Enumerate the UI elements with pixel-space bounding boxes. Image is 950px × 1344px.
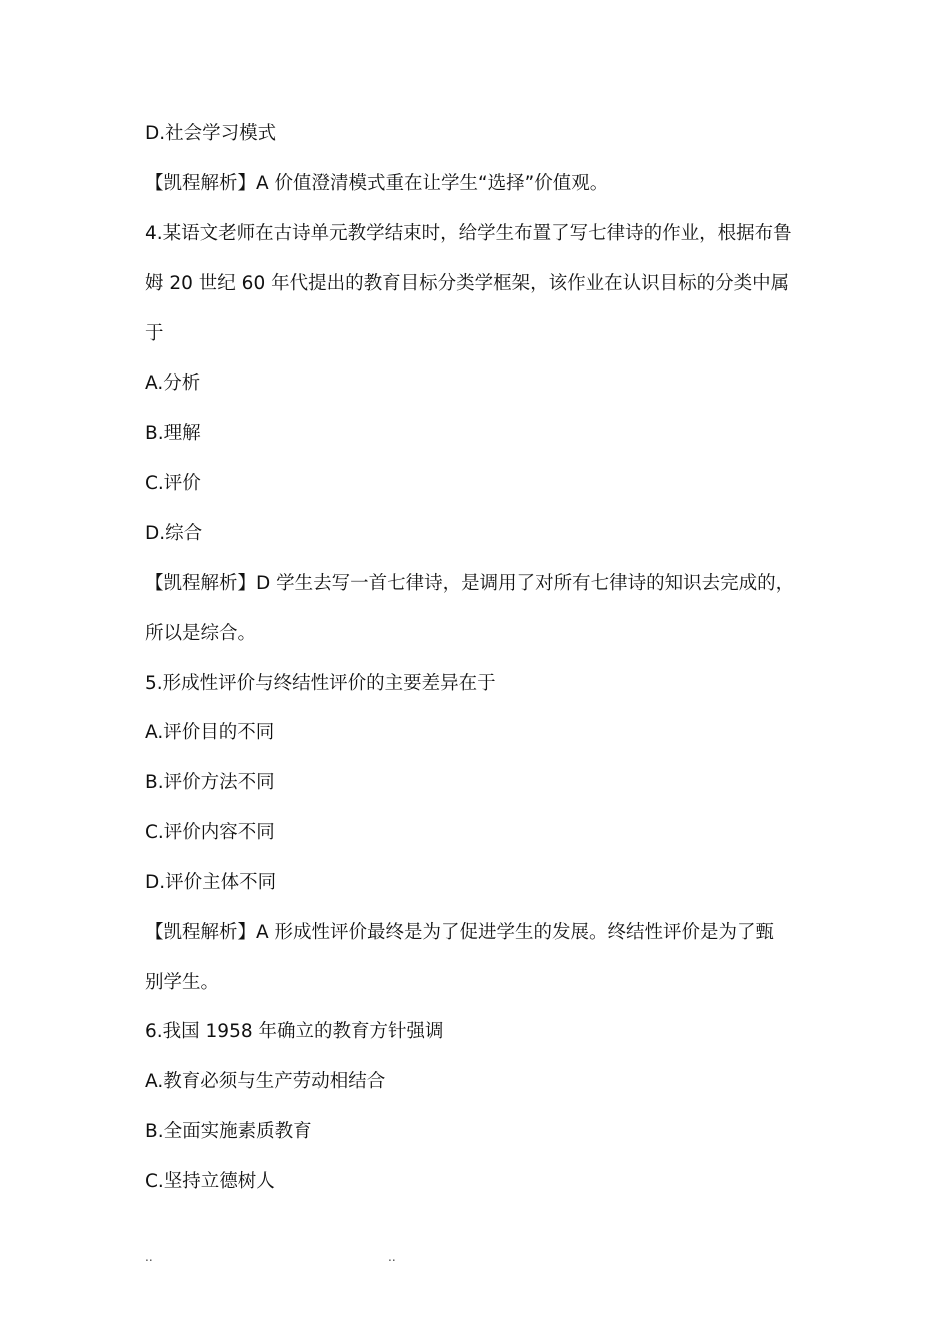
option-d-q5: D.评价主体不同 — [145, 872, 277, 893]
footer-left-mark: .. — [145, 1250, 153, 1264]
analysis-q5-line-1: 【凯程解析】A 形成性评价最终是为了促进学生的发展。终结性评价是为了甄 — [145, 922, 775, 943]
option-b-q5: B.评价方法不同 — [145, 772, 275, 793]
question-5: 5.形成性评价与终结性评价的主要差异在于 — [145, 673, 496, 694]
footer-right-mark: .. — [388, 1250, 396, 1264]
question-4-line-1: 4.某语文老师在古诗单元教学结束时，给学生布置了写七律诗的作业，根据布鲁 — [145, 223, 792, 244]
question-4-line-2: 姆 20 世纪 60 年代提出的教育目标分类学框架，该作业在认识目标的分类中属 — [145, 273, 790, 294]
option-d-q4: D.综合 — [145, 523, 203, 544]
option-a-q5: A.评价目的不同 — [145, 722, 275, 743]
option-b-q6: B.全面实施素质教育 — [145, 1121, 312, 1142]
analysis-q5-line-2: 别学生。 — [145, 972, 220, 993]
analysis-q4-line-2: 所以是综合。 — [145, 623, 257, 644]
option-c-q4: C.评价 — [145, 473, 201, 494]
option-a-q6: A.教育必须与生产劳动相结合 — [145, 1071, 386, 1092]
option-b-q4: B.理解 — [145, 423, 201, 444]
question-6: 6.我国 1958 年确立的教育方针强调 — [145, 1021, 444, 1042]
question-4-line-3: 于 — [145, 323, 164, 344]
option-c-q6: C.坚持立德树人 — [145, 1171, 275, 1192]
analysis-q4-line-1: 【凯程解析】D 学生去写一首七律诗，是调用了对所有七律诗的知识去完成的， — [145, 573, 795, 594]
option-c-q5: C.评价内容不同 — [145, 822, 275, 843]
option-d-q3: D.社会学习模式 — [145, 123, 277, 144]
analysis-q3: 【凯程解析】A 价值澄清模式重在让学生“选择”价值观。 — [145, 173, 609, 194]
option-a-q4: A.分析 — [145, 373, 201, 394]
